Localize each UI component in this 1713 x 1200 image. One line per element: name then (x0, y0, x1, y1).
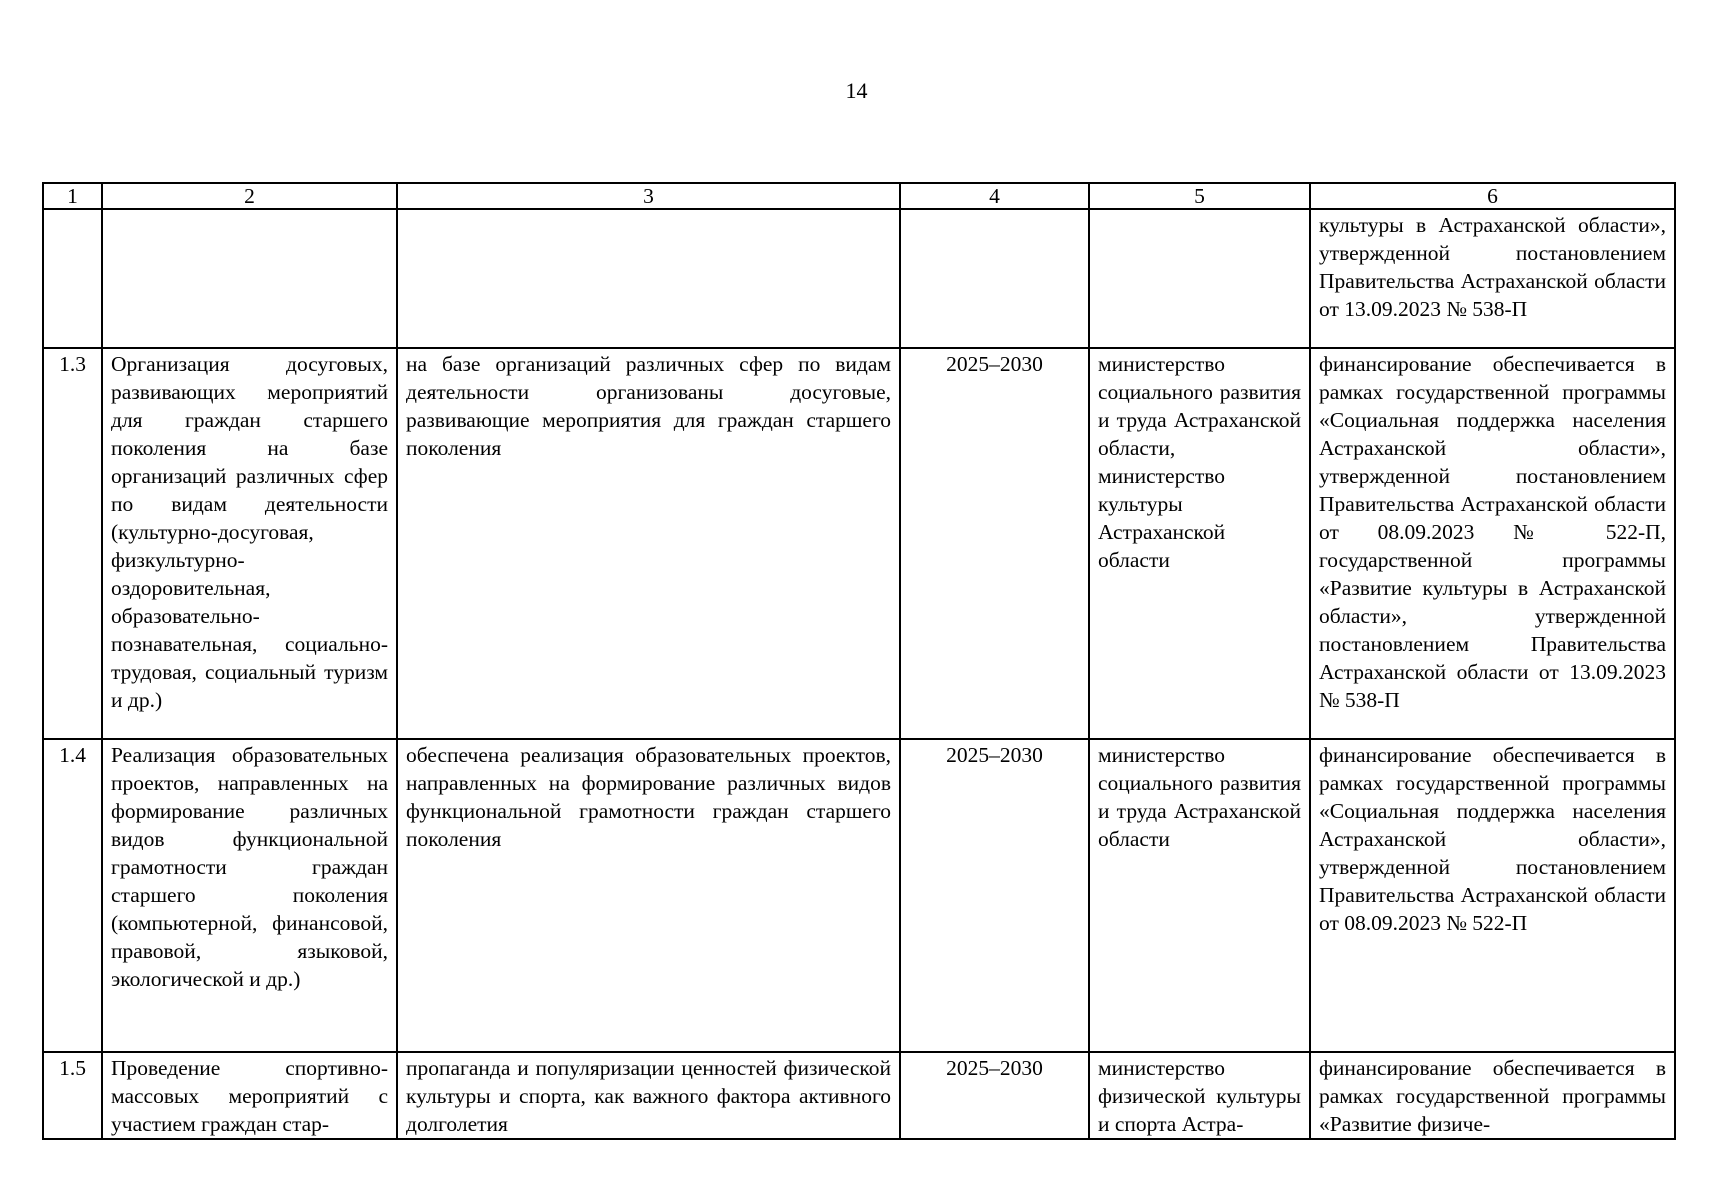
executor-cell: министерство социального развития и труда Астраханской области (1089, 739, 1310, 1052)
column-header: 6 (1310, 183, 1675, 209)
table-row (43, 1052, 1675, 1139)
measure-cell: Проведение спортивно-массовых мероприятий с участием граждан стар- (102, 1052, 397, 1139)
measure-cell (102, 209, 397, 348)
period-cell: 2025–2030 (900, 739, 1089, 1052)
column-header: 3 (397, 183, 900, 209)
funding-cell: финансирование обеспечивается в рамках государственной программы «Социальная поддержка населения Астраханской области», утвержденной постановлением Правительства Астраханской области от 08.09.2023 № 522-П, государственной программы «Развитие культуры в Астраханской области», утвержденной постановлением Правительства Астраханской области от 13.09.2023 № 538-П (1310, 348, 1675, 739)
result-cell (397, 209, 900, 348)
table-row (43, 348, 1675, 739)
row-number-cell: 1.4 (43, 739, 102, 1052)
measure-cell: Организация досуговых, развивающих мероприятий для граждан старшего поколения на базе организаций различных сфер по видам деятельности (культурно-досуговая, физкультурно-оздоровительная, образовательно-познавательная, социально-трудовая, социальный туризм и др.) (102, 348, 397, 739)
executor-cell (1089, 209, 1310, 348)
result-cell: обеспечена реализация образовательных проектов, направленных на формирование различных видов функциональной грамотности граждан старшего поколения (397, 739, 900, 1052)
result-cell: на базе организаций различных сфер по видам деятельности организованы досуговые, развивающие мероприятия для граждан старшего поколения (397, 348, 900, 739)
column-number-row (43, 183, 1675, 209)
measure-cell: Реализация образовательных проектов, направленных на формирование различных видов функциональной грамотности граждан старшего поколения (компьютерной, финансовой, правовой, языковой, экологической и др.) (102, 739, 397, 1052)
column-header: 2 (102, 183, 397, 209)
page-number: 14 (845, 78, 868, 103)
result-cell: пропаганда и популяризации ценностей физической культуры и спорта, как важного фактора активного долголетия (397, 1052, 900, 1139)
row-number-cell (43, 209, 102, 348)
funding-cell: финансирование обеспечивается в рамках государственной программы «Развитие физиче- (1310, 1052, 1675, 1139)
period-cell: 2025–2030 (900, 1052, 1089, 1139)
funding-cell: культуры в Астраханской области», утвержденной постановлением Правительства Астраханской области от 13.09.2023 № 538-П (1310, 209, 1675, 348)
period-cell (900, 209, 1089, 348)
row-number-cell: 1.5 (43, 1052, 102, 1139)
column-header: 4 (900, 183, 1089, 209)
column-header: 1 (43, 183, 102, 209)
executor-cell: министерство физической культуры и спорта Астра- (1089, 1052, 1310, 1139)
period-cell: 2025–2030 (900, 348, 1089, 739)
column-header: 5 (1089, 183, 1310, 209)
plan-table (42, 182, 1676, 1140)
funding-cell: финансирование обеспечивается в рамках государственной программы «Социальная поддержка населения Астраханской области», утвержденной постановлением Правительства Астраханской области от 08.09.2023 № 522-П (1310, 739, 1675, 1052)
row-number-cell: 1.3 (43, 348, 102, 739)
executor-cell: министерство социального развития и труда Астраханской области, министерство культуры Астраханской области (1089, 348, 1310, 739)
table-row (43, 209, 1675, 348)
table-row (43, 739, 1675, 1052)
